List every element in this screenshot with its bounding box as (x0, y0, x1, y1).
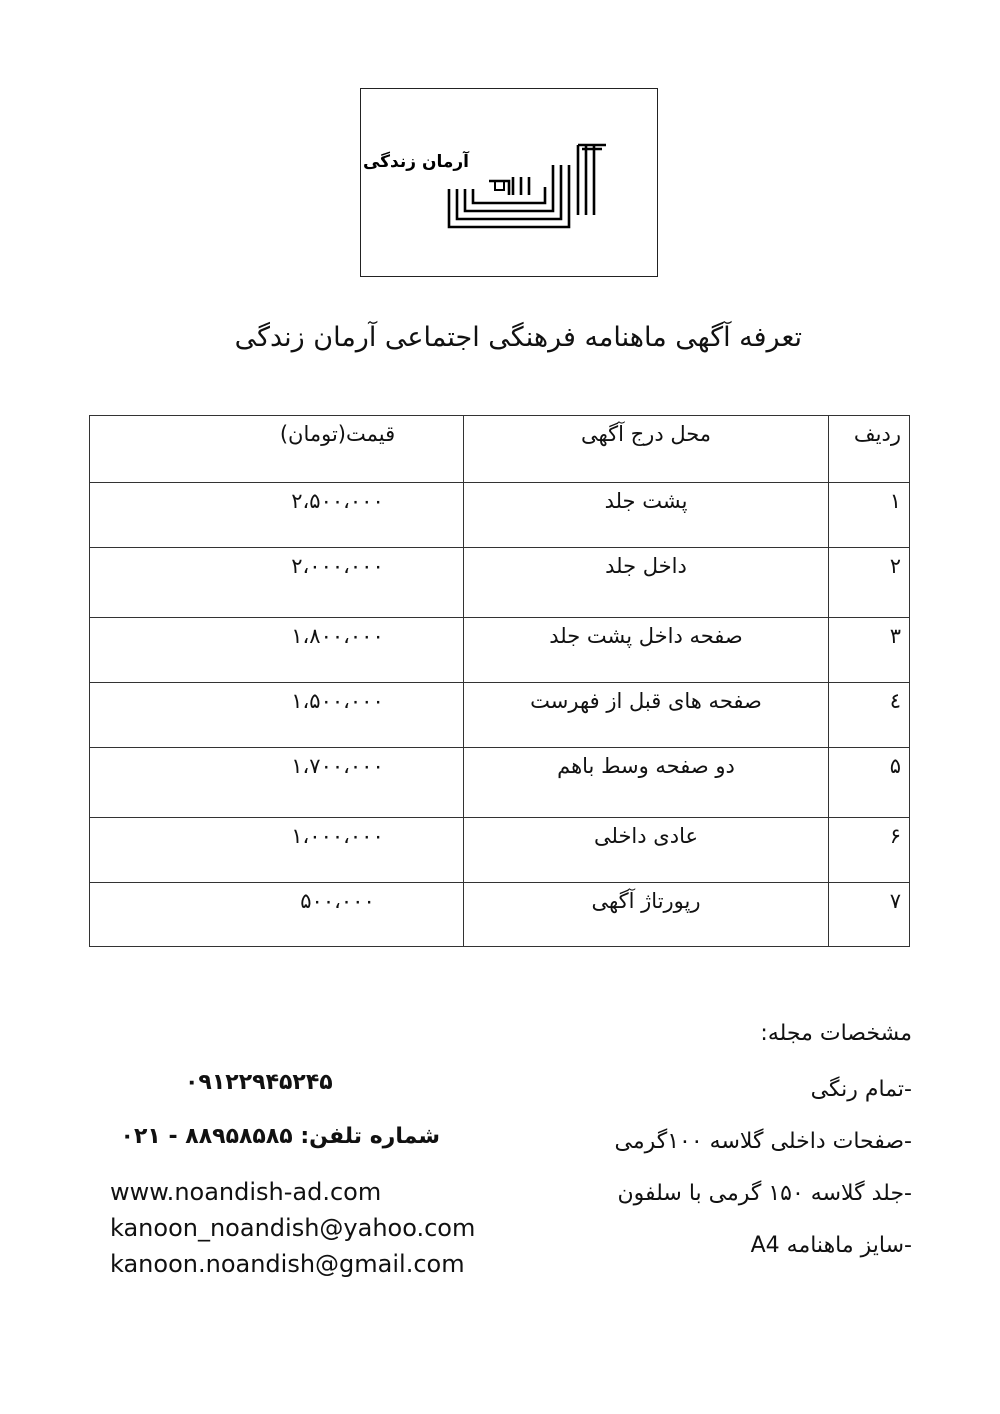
row-price: ۱،۵۰۰،۰۰۰ (90, 683, 464, 748)
row-index: ۳ (829, 618, 910, 683)
specs-heading: مشخصات مجله: (760, 1021, 912, 1046)
row-index: ۱ (829, 483, 910, 548)
phone-number: شماره تلفن: ۸۸۹۵۸۵۸۵ - ۰۲۱ (120, 1124, 440, 1149)
table-header-row (90, 416, 910, 483)
mobile-number: ۰۹۱۲۲۹۴۵۲۴۵ (185, 1070, 333, 1095)
spec-item: -سایز ماهنامه A4 (750, 1233, 912, 1258)
table-row (90, 618, 910, 683)
row-price: ۲،۵۰۰،۰۰۰ (90, 483, 464, 548)
table-row (90, 748, 910, 818)
row-index: ۷ (829, 883, 910, 947)
page-title: تعرفه آگهی ماهنامه فرهنگی اجتماعی آرمان زندگی (234, 322, 802, 353)
row-price: ۱،۷۰۰،۰۰۰ (90, 748, 464, 818)
table-row (90, 818, 910, 883)
spec-item: -صفحات داخلی گلاسه ۱۰۰گرمی (614, 1129, 912, 1154)
table-row (90, 483, 910, 548)
table-row (90, 683, 910, 748)
row-index: ۵ (829, 748, 910, 818)
arman-zendegi-logo-icon (362, 137, 609, 232)
table-row (90, 883, 910, 947)
row-place: صفحه داخل پشت جلد (464, 618, 829, 683)
row-place: عادی داخلی (464, 818, 829, 883)
header-price: قیمت(تومان) (90, 416, 464, 483)
header-place: محل درج آگهی (464, 416, 829, 483)
row-place: پشت جلد (464, 483, 829, 548)
row-index: ۶ (829, 818, 910, 883)
logo-text: آرمان زندگی (362, 152, 469, 172)
row-place: داخل جلد (464, 548, 829, 618)
row-price: ۱،۰۰۰،۰۰۰ (90, 818, 464, 883)
header-index: ردیف (829, 416, 910, 483)
web-contacts (110, 1174, 475, 1282)
row-place: دو صفحه وسط باهم (464, 748, 829, 818)
email-gmail[interactable]: kanoon.noandish@gmail.com (110, 1250, 465, 1278)
row-place: رپورتاژ آگهی (464, 883, 829, 947)
row-index: ٤ (829, 683, 910, 748)
spec-item: -جلد گلاسه ۱۵۰ گرمی با سلفون (617, 1181, 912, 1206)
row-index: ۲ (829, 548, 910, 618)
website-link[interactable]: www.noandish-ad.com (110, 1178, 382, 1206)
row-price: ۱،۸۰۰،۰۰۰ (90, 618, 464, 683)
logo-box (360, 88, 658, 277)
magazine-specs (552, 1018, 912, 1282)
row-price: ۲،۰۰۰،۰۰۰ (90, 548, 464, 618)
row-price: ۵۰۰،۰۰۰ (90, 883, 464, 947)
email-yahoo[interactable]: kanoon_noandish@yahoo.com (110, 1214, 476, 1242)
row-place: صفحه های قبل از فهرست (464, 683, 829, 748)
rates-table (89, 415, 910, 947)
spec-item: -تمام رنگی (810, 1077, 912, 1102)
table-row (90, 548, 910, 618)
